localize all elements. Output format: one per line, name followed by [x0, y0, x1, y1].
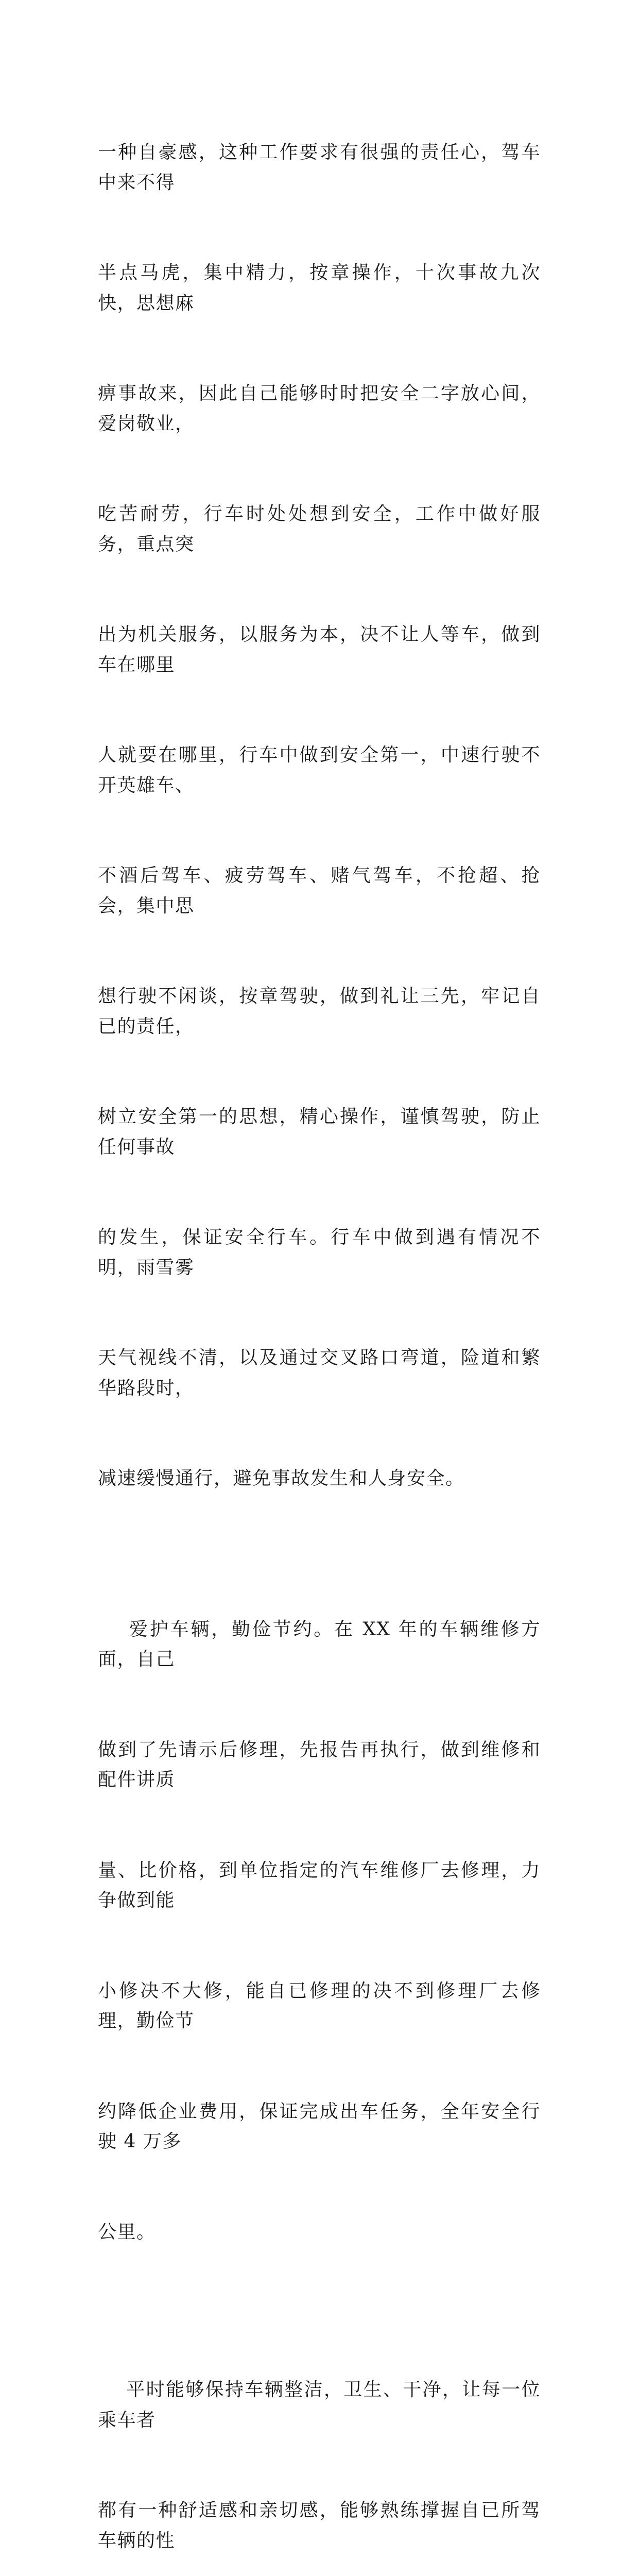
text-line: 的发生，保证安全行车。行车中做到遇有情况不明，雨雪雾 [98, 1227, 541, 1278]
text-line: 痹事故来，因此自己能够时时把安全二字放心间，爱岗敬业， [98, 383, 541, 434]
text-line: 做到了先请示后修理，先报告再执行，做到维修和配件讲质 [98, 1739, 541, 1790]
text-line: 树立安全第一的思想，精心操作，谨慎驾驶，防止任何事故 [98, 1106, 541, 1158]
text-line: 约降低企业费用，保证完成出车任务，全年安全行驶 4 万多 [98, 2100, 541, 2152]
paragraph-1 [98, 77, 541, 1554]
text-line: 人就要在哪里，行车中做到安全第一，中速行驶不开英雄车、 [98, 744, 541, 796]
text-line: 公里。 [98, 2221, 156, 2243]
text-line: 都有一种舒适感和亲切感，能够熟练撑握自已所驾车辆的性 [98, 2500, 541, 2551]
paragraph-2 [98, 1554, 541, 2308]
text-line: 半点马虎，集中精力，按章操作，十次事故九次快，思想麻 [98, 262, 541, 314]
text-line: 一种自豪感，这种工作要求有很强的责任心，驾车中来不得 [98, 142, 541, 193]
paragraph-3 [98, 2315, 541, 2576]
document-body [98, 77, 541, 2576]
text-line: 减速缓慢通行，避免事故发生和人身安全。 [98, 1468, 465, 1489]
text-line: 出为机关服务，以服务为本，决不让人等车，做到车在哪里 [98, 624, 541, 675]
text-line: 吃苦耐劳，行车时处处想到安全，工作中做好服务，重点突 [98, 503, 541, 555]
text-line: 小修决不大修，能自已修理的决不到修理厂去修理，勤俭节 [98, 1980, 541, 2031]
text-line: 想行驶不闲谈，按章驾驶，做到礼让三先，牢记自已的责任， [98, 986, 541, 1037]
text-line: 不酒后驾车、疲劳驾车、赌气驾车，不抢超、抢会，集中思 [98, 865, 541, 917]
text-line: 天气视线不清，以及通过交叉路口弯道，险道和繁华路段时， [98, 1347, 541, 1399]
text-line: 平时能够保持车辆整洁，卫生、干净，让每一位乘车者 [98, 2379, 541, 2431]
text-line: 爱护车辆，勤俭节约。在 XX 年的车辆维修方面，自己 [98, 1618, 541, 1670]
text-line: 量、比价格，到单位指定的汽车维修厂去修理，力争做到能 [98, 1859, 541, 1911]
